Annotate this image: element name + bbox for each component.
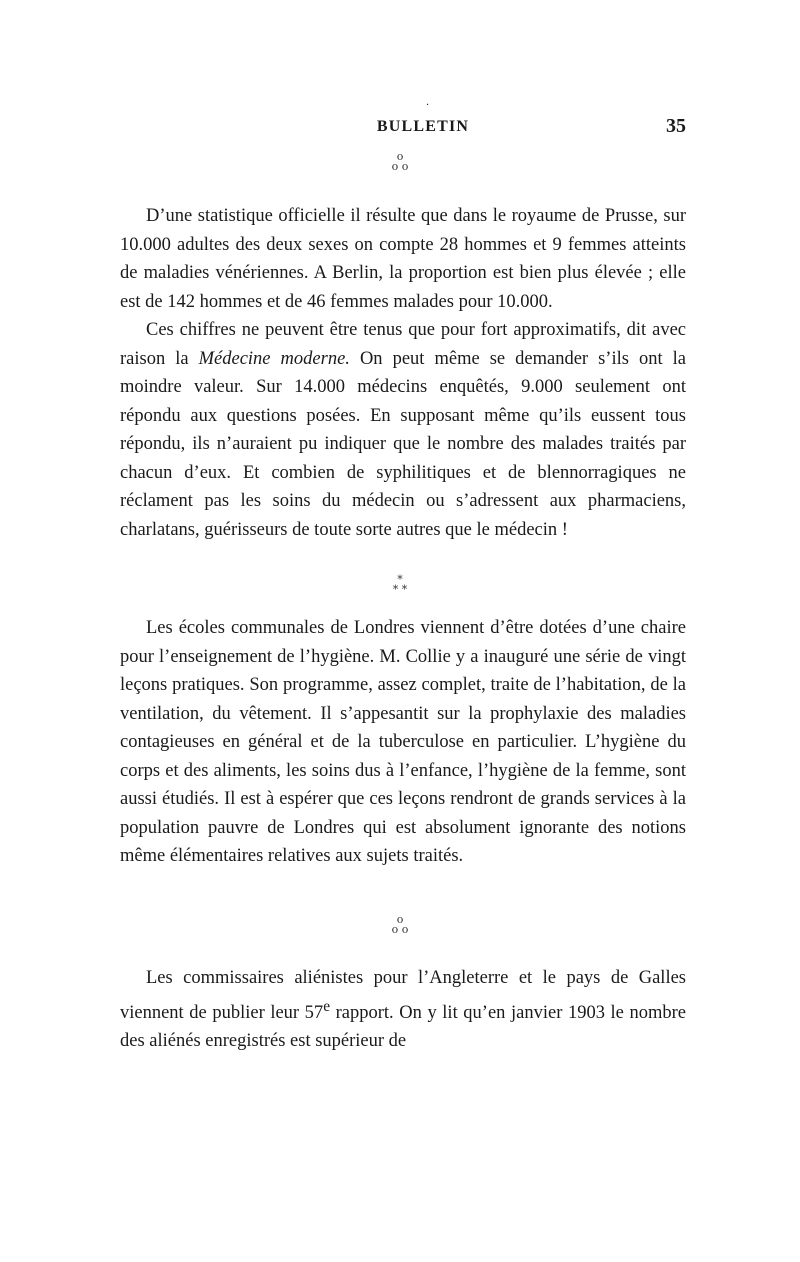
separator-dots-bottom: o o [391,160,409,173]
header-dot: · [426,100,430,111]
journal-title: Médecine moderne. [198,348,350,369]
section-london-schools [120,614,686,871]
separator-dots-1 [0,152,800,172]
page-number: 35 [666,115,686,137]
running-title: BULLETIN [376,118,470,135]
paragraph-report-end: rapport. On y lit qu’en janvier 1903 le nombre des aliénés enregistrés est supérieur de [120,1002,686,1052]
paragraph-report-start: Les commissaires aliénistes pour l’Angleterre et le pays de Galles viennent de publier leur 57 [120,968,686,1023]
running-header [120,112,686,142]
paragraph-prussia: D’une statistique officielle il résulte que dans le royaume de Prusse, sur 10.000 adultes des deux sexes on compte 28 hommes et 9 femmes atteints de maladies vénériennes. A Berlin, la proportion est bien plus élevée ; elle est de 142 hommes et de 46 femmes malades pour 10.000. [120,206,686,312]
paragraph-figures-end: On peut même se demander s’ils ont la moindre valeur. Sur 14.000 médecins enquêtés, 9.000 seulement ont répondu aux questions posées. En supposant même qu’ils eussent tous répondu, ils n’auraient pu indiquer que le nombre des malades traités par chacun d’eux. Et combien de syphilitiques et de blennorragiques ne réclament pas les soins du médecin ou s’adressent aux pharmaciens, charlatans, guérisseurs de toute sorte autres que le médecin ! [120,348,686,540]
separator-stars-top: * [397,573,403,586]
separator-stars [0,575,800,595]
separator-dots-2 [0,915,800,935]
separator-dots-top: o [396,150,404,163]
ordinal-suffix: e [323,997,331,1015]
paragraph-figures [120,316,686,544]
paragraph-hygiene: Les écoles communales de Londres viennent d’être dotées d’une chaire pour l’enseignement de l’hygiène. M. Collie y a inauguré une série de vingt leçons pratiques. Son programme, assez complet, traite de l’habitation, de la ventilation, du vêtement. Il s’appesantit sur la prophylaxie des maladies contagieuses en général et de la tuberculose en particulier. L’hygiène du corps et des aliments, les soins dus à l’enfance, l’hygiène de la femme, sont aussi étudiés. Il est à espérer que ces leçons rendront de grands services à la population pauvre de Londres qui est absolument ignorante des notions même élémentaires relatives aux sujets traités. [120,618,686,866]
paragraph-report [120,964,686,1056]
separator-stars-bottom: * * [392,583,408,596]
separator-dots-bottom-2: o o [391,923,409,936]
paragraph-figures-start: Ces chiffres ne peuvent être tenus que pour fort approximatifs, dit avec raison la [120,320,686,369]
separator-dots-top-2: o [396,913,404,926]
section-statistics [120,202,686,544]
section-lunacy-commissioners [120,964,686,1056]
